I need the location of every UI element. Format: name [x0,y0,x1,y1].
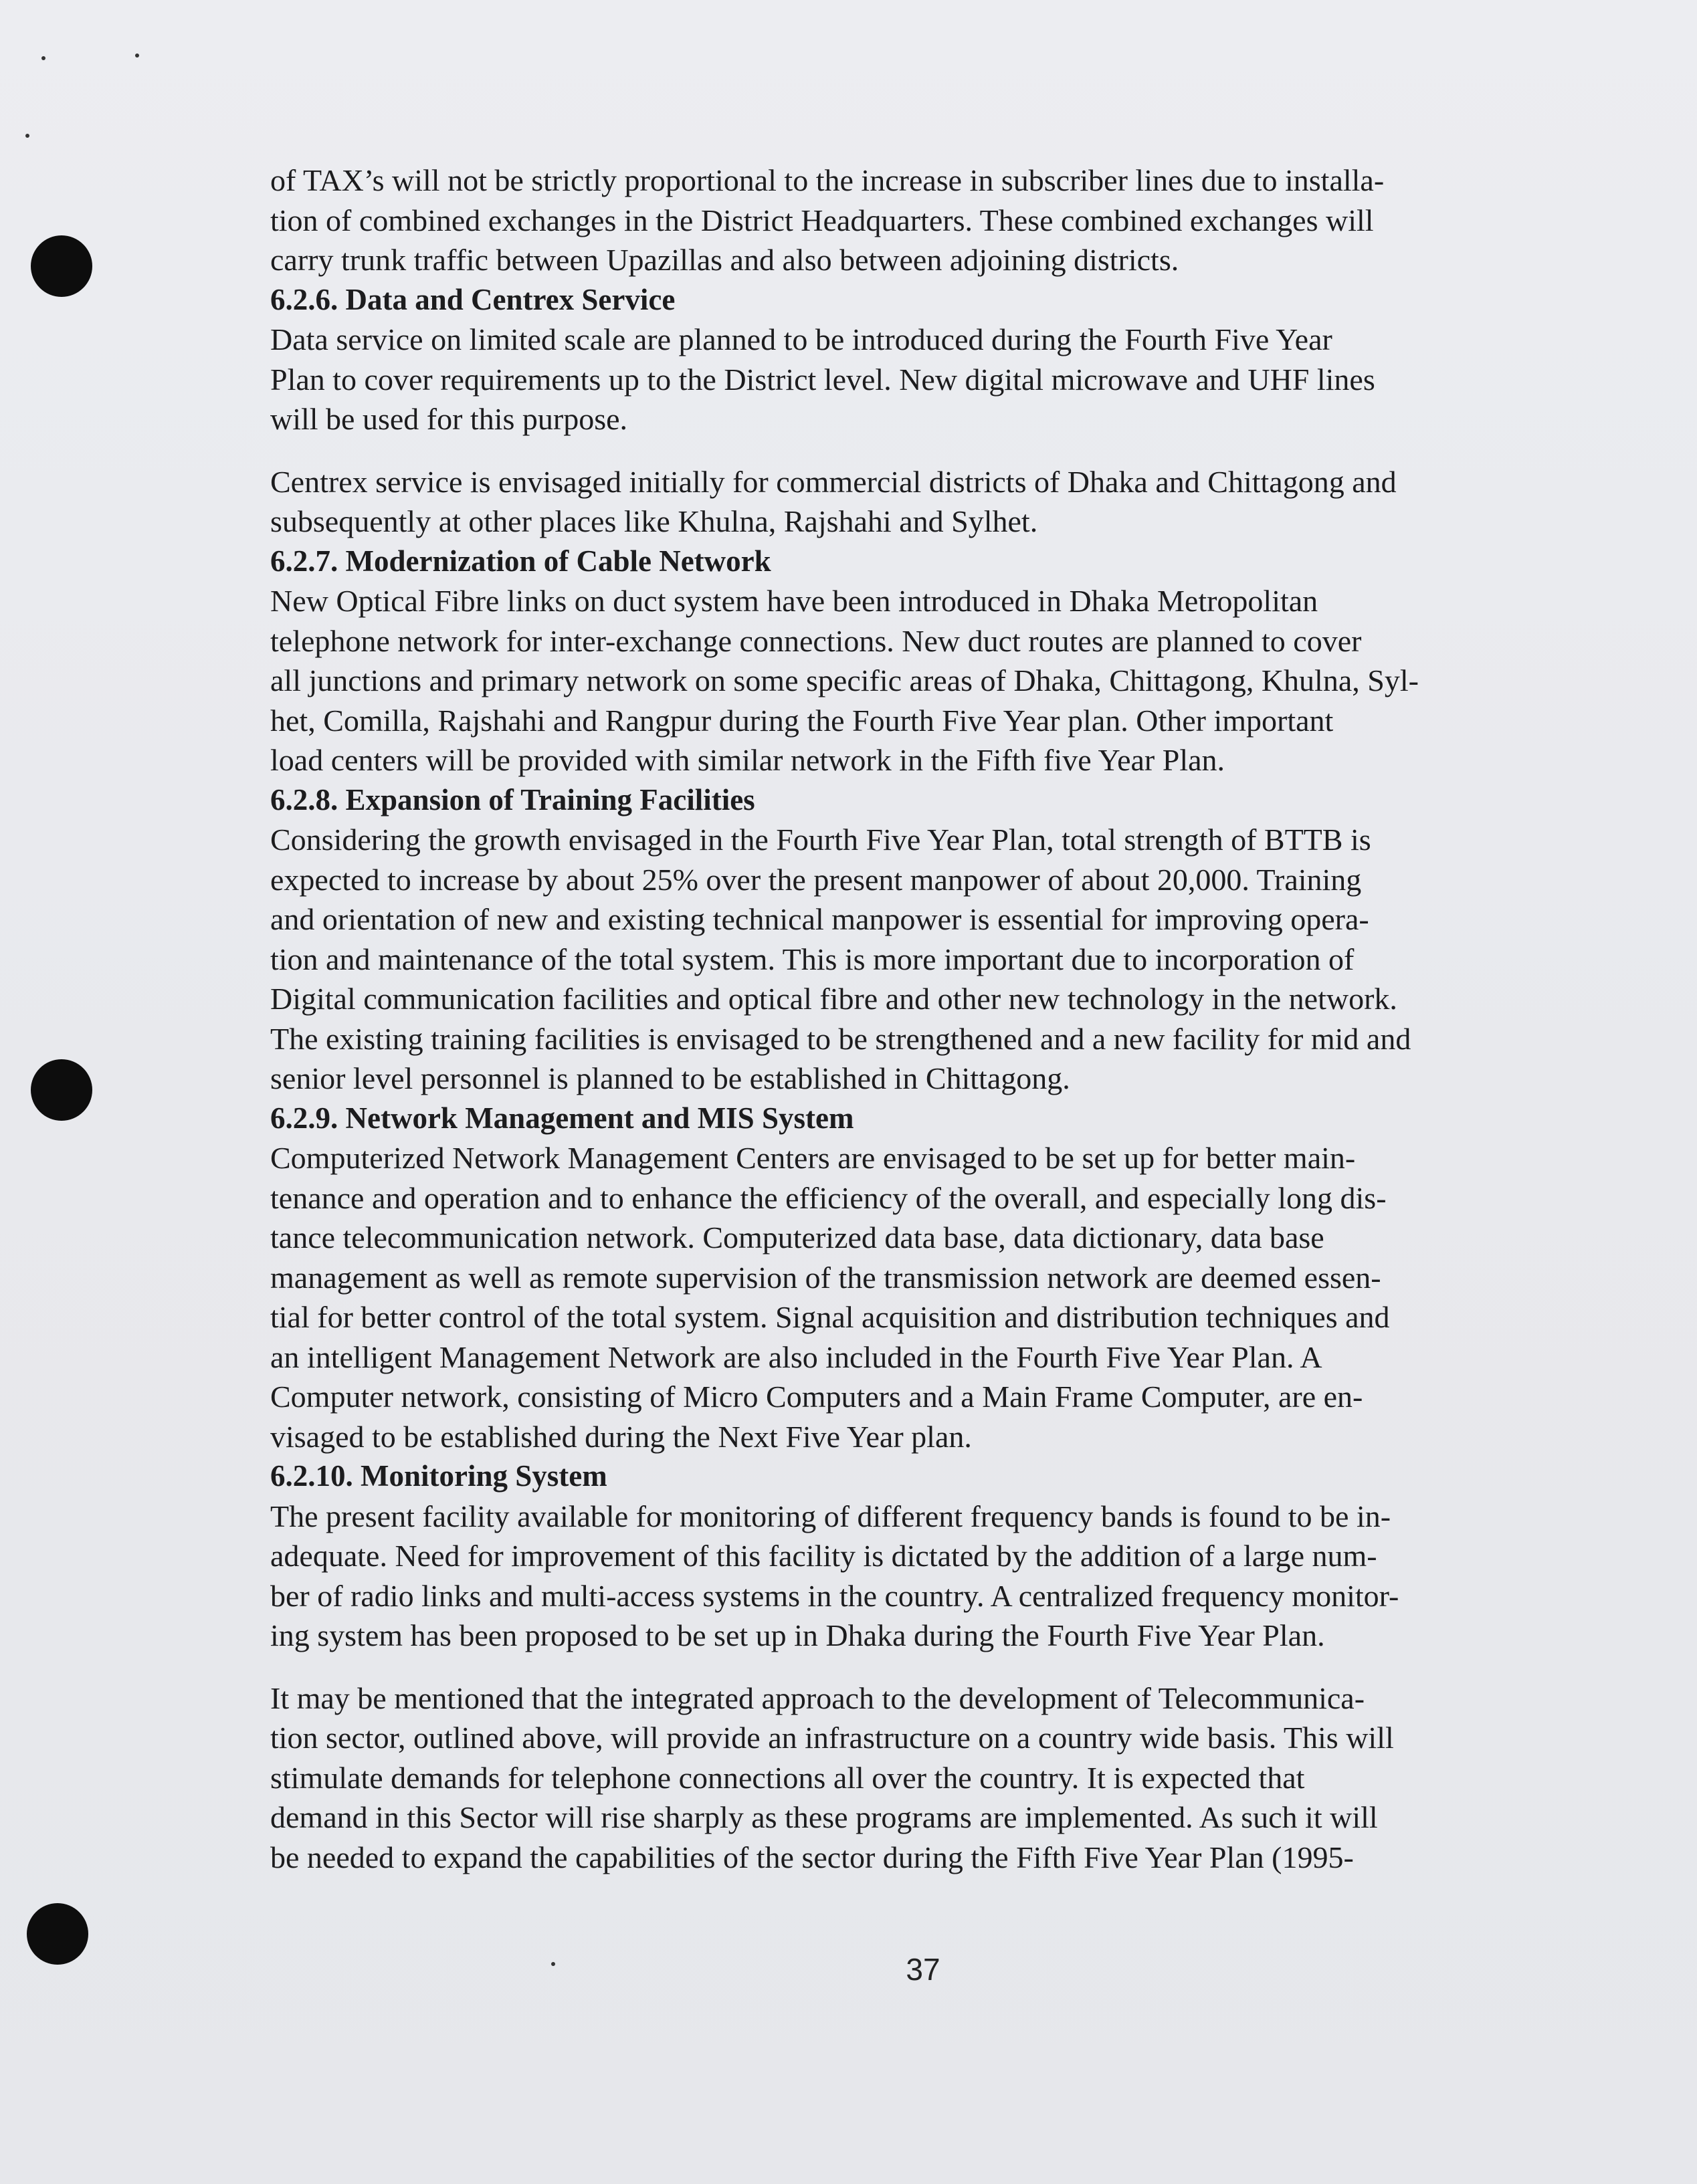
section-heading: 6.2.8. Expansion of Training Facilities [270,782,755,816]
text-line: demand in this Sector will rise sharply as these programs are implemented. As such it will [270,1800,1378,1834]
text-line: Centrex service is envisaged initially for commercial districts of Dhaka and Chittagong and [270,464,1397,499]
text-line: The present facility available for monitoring of different frequency bands is found to be in- [270,1499,1391,1533]
paper-speck [25,134,29,138]
paragraph-gap [270,1656,1581,1678]
text-line: ber of radio links and multi-access systems in the country. A centralized frequency monitor- [270,1578,1399,1613]
paragraph [270,820,1581,1099]
punch-hole-top [31,235,92,297]
text-line: tion sector, outlined above, will provide an infrastructure on a country wide basis. This will [270,1721,1394,1755]
text-line: senior level personnel is planned to be established in Chittagong. [270,1061,1070,1095]
paragraph-gap [270,439,1581,462]
text-line: ing system has been proposed to be set up in Dhaka during the Fourth Five Year Plan. [270,1618,1325,1652]
section-heading: 6.2.6. Data and Centrex Service [270,282,676,316]
text-line: Digital communication facilities and optical fibre and other new technology in the network. [270,982,1397,1016]
text-line: of TAX’s will not be strictly proportional to the increase in subscriber lines due to installa- [270,163,1385,197]
text-line: tenance and operation and to enhance the efficiency of the overall, and especially long dis- [270,1180,1387,1215]
text-line: Data service on limited scale are planned to be introduced during the Fourth Five Year [270,322,1332,356]
text-line: and orientation of new and existing technical manpower is essential for improving opera- [270,902,1369,936]
text-line: New Optical Fibre links on duct system have been introduced in Dhaka Metropolitan [270,584,1318,618]
text-line: tion and maintenance of the total system. This is more important due to incorporation of [270,942,1355,976]
text-line: management as well as remote supervision of the transmission network are deemed essen- [270,1260,1381,1295]
text-line: an intelligent Management Network are also included in the Fourth Five Year Plan. A [270,1339,1322,1374]
text-line: tance telecommunication network. Computerized data base, data dictionary, data base [270,1220,1324,1254]
text-line: Considering the growth envisaged in the Fourth Five Year Plan, total strength of BTTB is [270,823,1371,857]
paper-speck [135,53,139,58]
paragraph [270,1138,1581,1456]
text-line: adequate. Need for improvement of this facility is dictated by the addition of a large num- [270,1539,1377,1573]
text-line: subsequently at other places like Khulna, Rajshahi and Sylhet. [270,504,1038,538]
text-line: telephone network for inter-exchange connections. New duct routes are planned to cover [270,623,1362,658]
paragraph [270,160,1581,280]
text-line: Computerized Network Management Centers are envisaged to be set up for better main- [270,1141,1356,1175]
text-line: het, Comilla, Rajshahi and Rangpur during the Fourth Five Year plan. Other important [270,703,1334,738]
punch-hole-bottom [27,1903,88,1965]
text-line: load centers will be provided with similar network in the Fifth five Year Plan. [270,743,1225,777]
text-line: be needed to expand the capabilities of the sector during the Fifth Five Year Plan (1995- [270,1840,1354,1874]
text-line: Computer network, consisting of Micro Computers and a Main Frame Computer, are en- [270,1380,1363,1414]
section-heading: 6.2.10. Monitoring System [270,1459,607,1493]
text-line: Plan to cover requirements up to the District level. New digital microwave and UHF lines [270,362,1375,397]
paragraph [270,1497,1581,1656]
text-line: all junctions and primary network on some specific areas of Dhaka, Chittagong, Khulna, Syl- [270,663,1419,697]
text-line: expected to increase by about 25% over the present manpower of about 20,000. Training [270,862,1362,897]
section-heading: 6.2.7. Modernization of Cable Network [270,544,771,578]
paragraph [270,581,1581,780]
paragraph [270,320,1581,439]
section-heading: 6.2.9. Network Management and MIS System [270,1101,854,1135]
punch-hole-middle [31,1059,92,1121]
document-body [270,160,1581,1877]
paragraph [270,462,1581,542]
text-line: stimulate demands for telephone connections all over the country. It is expected that [270,1760,1305,1795]
page-number: 37 [906,1952,940,1987]
text-line: will be used for this purpose. [270,402,628,436]
text-line: It may be mentioned that the integrated approach to the development of Telecommunica- [270,1680,1365,1715]
text-line: tial for better control of the total system. Signal acquisition and distribution techniques and [270,1300,1390,1334]
paragraph [270,1678,1581,1878]
text-line: tion of combined exchanges in the District Headquarters. These combined exchanges will [270,203,1374,237]
paper-speck [551,1962,555,1966]
text-line: The existing training facilities is envisaged to be strengthened and a new facility for mid and [270,1021,1411,1056]
text-line: carry trunk traffic between Upazillas and also between adjoining districts. [270,243,1179,277]
paper-speck [41,56,45,60]
text-line: visaged to be established during the Next Five Year plan. [270,1419,972,1454]
